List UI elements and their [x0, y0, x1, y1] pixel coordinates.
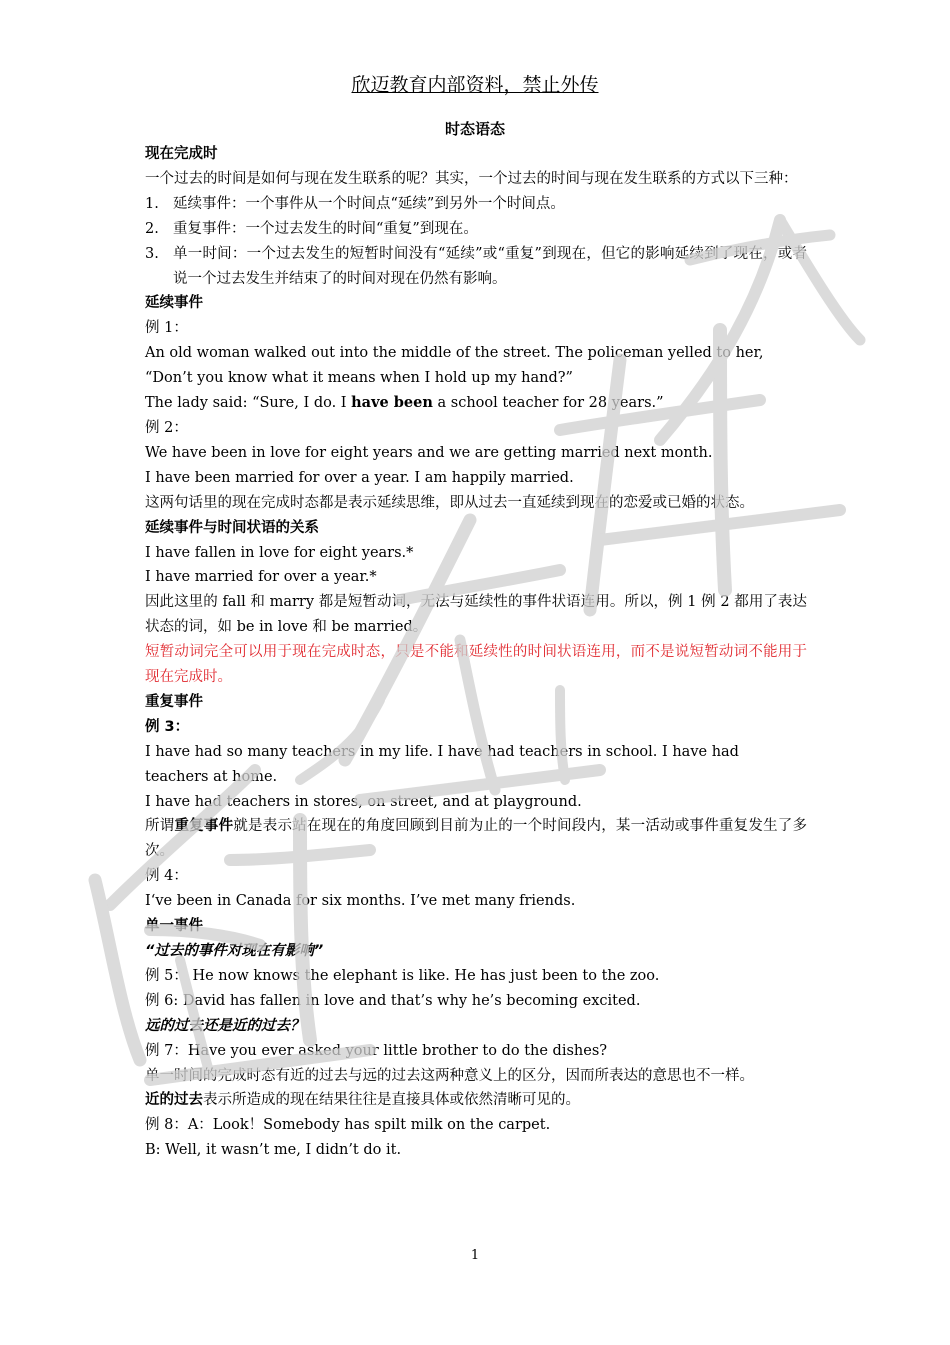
page-number: 1: [470, 1248, 480, 1263]
list-item: [145, 192, 807, 217]
watermark-stroke: [95, 880, 140, 1060]
document-body: [145, 142, 807, 1163]
explanation-part: 就是表示站在现在的角度回顾到目前为止的一个时间段内，某一活动或事件重复发生了多次。: [145, 818, 808, 860]
intro-paragraph: 一个过去的时间是如何与现在发生联系的呢？其实，一个过去的时间与现在发生联系的方式以下三种：: [145, 170, 798, 187]
example-text-part: The lady said: “Sure, I do. I: [145, 395, 352, 412]
example-label: 例 2：: [145, 419, 188, 436]
page-header: [0, 70, 950, 97]
bold-phrase: have been: [351, 394, 433, 412]
explanation-part: 表示所造成的现在结果往往是直接具体或依然清晰可见的。: [203, 1092, 580, 1109]
list-item: [145, 242, 807, 292]
section-heading-repeated-event: 重复事件: [145, 693, 203, 710]
section-heading-present-perfect: 现在完成时: [145, 146, 218, 162]
example-text: B: Well, it wasn’t me, I didn’t do it.: [145, 1142, 402, 1159]
bold-phrase: 近的过去: [145, 1092, 203, 1109]
list-number: 3.: [145, 245, 159, 262]
list-text: 延续事件：一个事件从一个时间点“延续”到另外一个时间点。: [173, 195, 565, 212]
section-heading-adverbial-relation: 延续事件与时间状语的关系: [145, 519, 319, 536]
example-label: 例 3：: [145, 718, 190, 735]
header-text: 欣迈教育内部资料，禁止外传: [351, 74, 599, 96]
example-text: An old woman walked out into the middle of the street. The policeman yelled to her, “Don’t you know what it means when I hold up my hand?”: [145, 345, 764, 387]
section-heading-single-event: 单一事件: [145, 918, 203, 935]
example-text: I have been married for over a year. I am happily married.: [145, 469, 574, 486]
red-note: 短暂动词完全可以用于现在完成时态，只是不能和延续性的时间状语连用，而不是说短暂动词不能用于现在完成时。: [145, 644, 807, 686]
example-label: 例 1：: [145, 320, 188, 337]
example-text: I have had teachers in stores, on street, and at playground.: [145, 793, 582, 810]
example-text: I have married for over a year.*: [145, 569, 377, 586]
example-text: I‘ve been in Canada for six months. I’ve met many friends.: [145, 893, 576, 910]
example-text: I have fallen in love for eight years.*: [145, 544, 414, 561]
list-text: 单一时间：一个过去发生的短暂时间没有“延续”或“重复”到现在，但它的影响延续到了现在，或者说一个过去发生并结束了的时间对现在仍然有影响。: [173, 245, 807, 287]
explanation-part: 所谓: [145, 818, 175, 835]
explanation-paragraph: [145, 814, 807, 864]
example-text-part: a school teacher for 28 years.”: [432, 395, 664, 412]
explanation-paragraph: [145, 1088, 807, 1113]
example-text: We have been in love for eight years and we are getting married next month.: [145, 444, 713, 461]
example-text: [145, 391, 807, 416]
explanation-paragraph: 这两句话里的现在完成时态都是表示延续思维，即从过去一直延续到现在的恋爱或已婚的状态。: [145, 494, 754, 511]
example-text: 例 8：A：Look！Somebody has spilt milk on the carpet.: [145, 1117, 551, 1134]
example-text: 例 6: David has fallen in love and that’s why he’s becoming excited.: [145, 992, 641, 1009]
italic-question-heading: 远的过去还是近的过去？: [145, 1017, 305, 1034]
example-text: 例 7：Have you ever asked your little brother to do the dishes?: [145, 1042, 608, 1059]
explanation-paragraph: 单一时间的完成时态有近的过去与远的过去这两种意义上的区分，因而所表达的意思也不一样。: [145, 1067, 754, 1084]
subheading: “过去的事件对现在有影响”: [145, 943, 324, 959]
document-title: 时态语态: [444, 120, 505, 138]
list-text: 重复事件：一个过去发生的时间“重复”到现在。: [173, 220, 478, 237]
example-label: 例 4：: [145, 868, 188, 885]
bold-phrase: 重复事件: [174, 818, 234, 835]
list-item: [145, 217, 807, 242]
section-heading-continuous-event: 延续事件: [145, 295, 203, 312]
example-text: I have had so many teachers in my life. I have had teachers in school. I have had teachers at home.: [145, 743, 739, 785]
list-number: 1.: [145, 195, 159, 212]
three-ways-list: [145, 192, 807, 292]
explanation-paragraph: 因此这里的 fall 和 marry 都是短暂动词，无法与延续性的事件状语连用。所以，例 1 例 2 都用了表达状态的词，如 be in love 和 be married。: [145, 594, 807, 636]
list-number: 2.: [145, 220, 159, 237]
example-text: 例 5： He now knows the elephant is like. He has just been to the zoo.: [145, 967, 660, 984]
